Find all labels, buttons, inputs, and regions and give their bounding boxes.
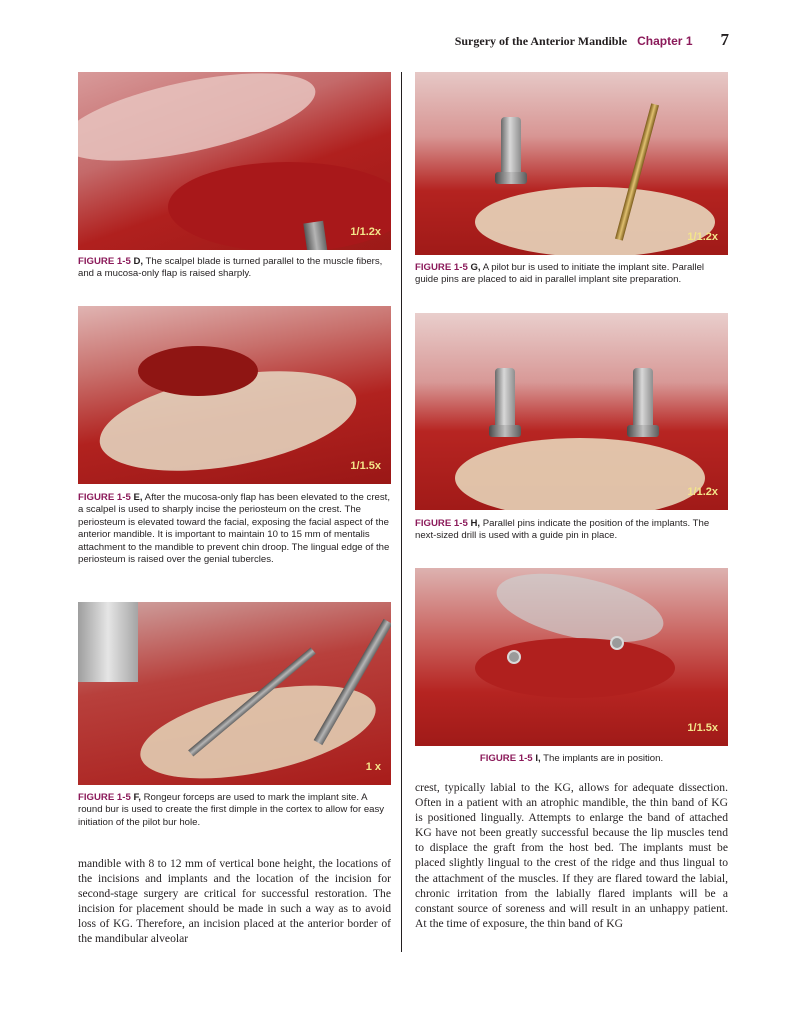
- figure-i-label: FIGURE 1-5: [479, 753, 533, 764]
- figure-d-text: The scalpel blade is turned parallel to the muscle fibers, and a mucosa-only flap is raised sharply.: [78, 256, 383, 280]
- figure-g-text: A pilot bur is used to initiate the implant site. Parallel guide pins are placed to aid in parallel implant site preparation.: [415, 262, 705, 286]
- figure-f-text: Rongeur forceps are used to mark the implant site. A round bur is used to create the first dimple in the cortex to allow for easy initiation of the pilot bur hole.: [78, 792, 385, 828]
- figure-i-magnification: 1/1.5x: [687, 722, 718, 734]
- page-number: 7: [720, 30, 729, 49]
- figure-f-magnification: 1 x: [365, 761, 381, 773]
- figure-d-letter: D,: [133, 256, 144, 267]
- figure-e-magnification: 1/1.5x: [350, 460, 381, 472]
- figure-e-caption: [78, 492, 391, 566]
- figure-i-text: The implants are in position.: [543, 753, 664, 764]
- column-divider: [401, 72, 402, 952]
- figure-g-magnification: 1/1.2x: [687, 231, 718, 243]
- figure-h-letter: H,: [470, 518, 481, 529]
- figure-e-text: After the mucosa-only flap has been elevated to the crest, a scalpel is used to sharply incise the periosteum on the crest. The periosteum is elevated toward the facial, exposing the facial aspect of the anterior mandible. It is important to maintain 10 to 15 mm of mentalis attachment to the mandible to prevent chin droop. The lingual edge of the periosteum is raised over the genial tubercles.: [78, 492, 390, 566]
- figure-f-caption: [78, 792, 391, 829]
- body-paragraph-right: crest, typically labial to the KG, allows for adequate dissection. Often in a patient with an atrophic mandible, the thin band of KG is positioned lingually. Attempts to enlarge the band of attached KG have not been greatly successful because the lip muscles tend to displace the graft from the host bed. The implants must be placed slightly lingual to the crest of the ridge and thus lingual to the attachment of the muscles. If they are flared toward the labial, chronic irritation from the labially flared implants will be a constant source of soreness and will result in an unhappy patient. At the time of exposure, the thin band of KG: [415, 781, 728, 930]
- figure-h-magnification: 1/1.2x: [687, 486, 718, 498]
- chapter-label: Chapter 1: [637, 34, 693, 48]
- figure-g-label: FIGURE 1-5: [415, 262, 468, 273]
- figure-g-caption: [415, 262, 728, 287]
- figure-d-label: FIGURE 1-5: [78, 256, 131, 267]
- figure-e-label: FIGURE 1-5: [78, 492, 131, 503]
- figure-f-letter: F,: [133, 792, 141, 803]
- figure-d-photo: [78, 72, 391, 250]
- figure-h-text: Parallel pins indicate the position of the implants. The next-sized drill is used with a guide pin in place.: [415, 518, 710, 542]
- figure-h-photo: [415, 313, 728, 510]
- figure-f-photo: [78, 602, 391, 785]
- running-title: Surgery of the Anterior Mandible: [454, 34, 628, 48]
- figure-i-caption: [415, 753, 728, 765]
- figure-f-label: FIGURE 1-5: [78, 792, 131, 803]
- figure-d-caption: [78, 256, 391, 281]
- body-text-right: [415, 780, 728, 931]
- figure-i-letter: I,: [535, 753, 541, 764]
- figure-e-letter: E,: [133, 492, 143, 503]
- figure-e-photo: [78, 306, 391, 484]
- running-header: [455, 30, 729, 50]
- body-paragraph-left: mandible with 8 to 12 mm of vertical bone height, the locations of the incisions and implants and the location of the incision for second-stage surgery are critical for successful restoration. The incision for placement should be made in such a way as to avoid loss of KG. Therefore, an incision placed at the anterior border of the mandibular alveolar: [78, 857, 391, 946]
- body-text-left: [78, 856, 391, 947]
- figure-i-photo: [415, 568, 728, 746]
- figure-g-letter: G,: [470, 262, 481, 273]
- figure-d-magnification: 1/1.2x: [350, 226, 381, 238]
- figure-h-caption: [415, 518, 728, 543]
- figure-h-label: FIGURE 1-5: [415, 518, 468, 529]
- figure-g-photo: [415, 72, 728, 255]
